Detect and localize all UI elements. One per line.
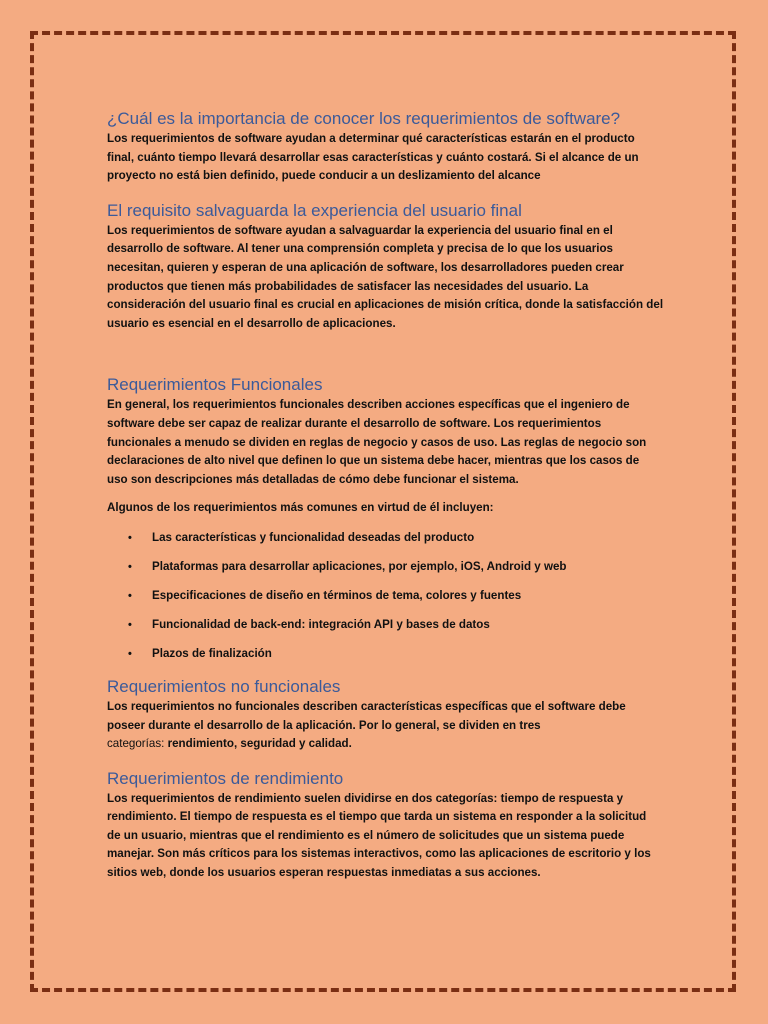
- text-line: funcionales a menudo se dividen en reglas de negocio y casos de uso. Las reglas de negocio son: [107, 435, 647, 449]
- text-line: proyecto no está bien definido, puede conducir a un deslizamiento del alcance: [107, 169, 541, 183]
- text-line: Los requerimientos no funcionales describen características específicas que el software debe: [107, 699, 626, 713]
- text-line: uso son descripciones más detalladas de cómo debe funcionar el sistema.: [107, 472, 519, 486]
- text-line: Los requerimientos de software ayudan a determinar qué características estarán en el producto: [107, 132, 635, 145]
- text-line: declaraciones de alto nivel que definen lo que un sistema debe hacer, mientras que los casos de: [107, 454, 640, 468]
- requirements-bullet-list: [107, 529, 667, 674]
- para-usuario-final: [107, 222, 667, 334]
- list-item: • Las características y funcionalidad deseadas del producto: [107, 529, 667, 558]
- text-line: manejar. Son más críticos para los sistemas interactivos, como las aplicaciones de escritorio y los: [107, 847, 651, 861]
- text-line: Los requerimientos de rendimiento suelen dividirse en dos categorías: tiempo de respuesta y: [107, 791, 624, 805]
- text-line: software debe ser capaz de realizar durante el desarrollo de software. Los requerimientos: [107, 416, 602, 430]
- text-line: necesitan, quieren y esperan de una aplicación de software, los desarrolladores pueden crear: [107, 260, 624, 274]
- text-line: usuario es esencial en el desarrollo de aplicaciones.: [107, 316, 396, 330]
- text-line: final, cuánto tiempo llevará desarrollar esas características y cuánto costará. Si el alcance de un: [107, 150, 639, 164]
- text-line: rendimiento. El tiempo de respuesta es el tiempo que tarda un sistema en responder a la solicitud: [107, 810, 647, 824]
- para-rendimiento: [107, 790, 667, 883]
- list-item: • Plazos de finalización: [107, 645, 667, 674]
- document-content: [107, 108, 667, 883]
- para-no-funcionales: [107, 698, 667, 754]
- list-item: • Especificaciones de diseño en términos de tema, colores y fuentes: [107, 587, 667, 616]
- categories-prefix: categorías:: [107, 737, 168, 751]
- heading-no-funcionales: Requerimientos no funcionales: [107, 676, 341, 696]
- categories-list: rendimiento, seguridad y calidad.: [167, 737, 352, 751]
- para-funcionales: [107, 396, 667, 489]
- text-line: Los requerimientos de software ayudan a salvaguardar la experiencia del usuario final en el: [107, 223, 613, 237]
- heading-funcionales: Requerimientos Funcionales: [107, 375, 323, 395]
- heading-rendimiento: Requerimientos de rendimiento: [107, 768, 344, 788]
- text-line: desarrollo de software. Al tener una comprensión completa y precisa de lo que los usuarios: [107, 242, 613, 256]
- heading-importancia: ¿Cuál es la importancia de conocer los requerimientos de software?: [107, 109, 621, 128]
- list-item: • Plataformas para desarrollar aplicaciones, por ejemplo, iOS, Android y web: [107, 558, 667, 587]
- list-item: • Funcionalidad de back-end: integración API y bases de datos: [107, 616, 667, 645]
- text-line: [107, 735, 667, 754]
- para-importancia: [107, 130, 667, 186]
- bullet-icon: •: [128, 647, 132, 660]
- text-line: productos que tienen más probabilidades de satisfacer las necesidades del usuario. La: [107, 279, 589, 293]
- heading-usuario-final: El requisito salvaguarda la experiencia del usuario final: [107, 200, 522, 220]
- bullets-intro: Algunos de los requerimientos más comunes en virtud de él incluyen:: [107, 501, 494, 515]
- bullet-icon: •: [128, 589, 132, 602]
- bullet-icon: •: [128, 531, 132, 544]
- text-line: de un usuario, mientras que el rendimiento es el número de solicitudes que un sistema puede: [107, 828, 625, 842]
- text-line: poseer durante el desarrollo de la aplicación. Por lo general, se dividen en tres: [107, 718, 541, 732]
- bullet-icon: •: [128, 618, 132, 631]
- bullet-icon: •: [128, 560, 132, 573]
- text-line: sitios web, donde los usuarios esperan respuestas inmediatas a sus acciones.: [107, 866, 541, 880]
- text-line: consideración del usuario final es crucial en aplicaciones de misión crítica, donde la satisfacción del: [107, 298, 664, 312]
- text-line: En general, los requerimientos funcionales describen acciones específicas que el ingeniero de: [107, 398, 630, 412]
